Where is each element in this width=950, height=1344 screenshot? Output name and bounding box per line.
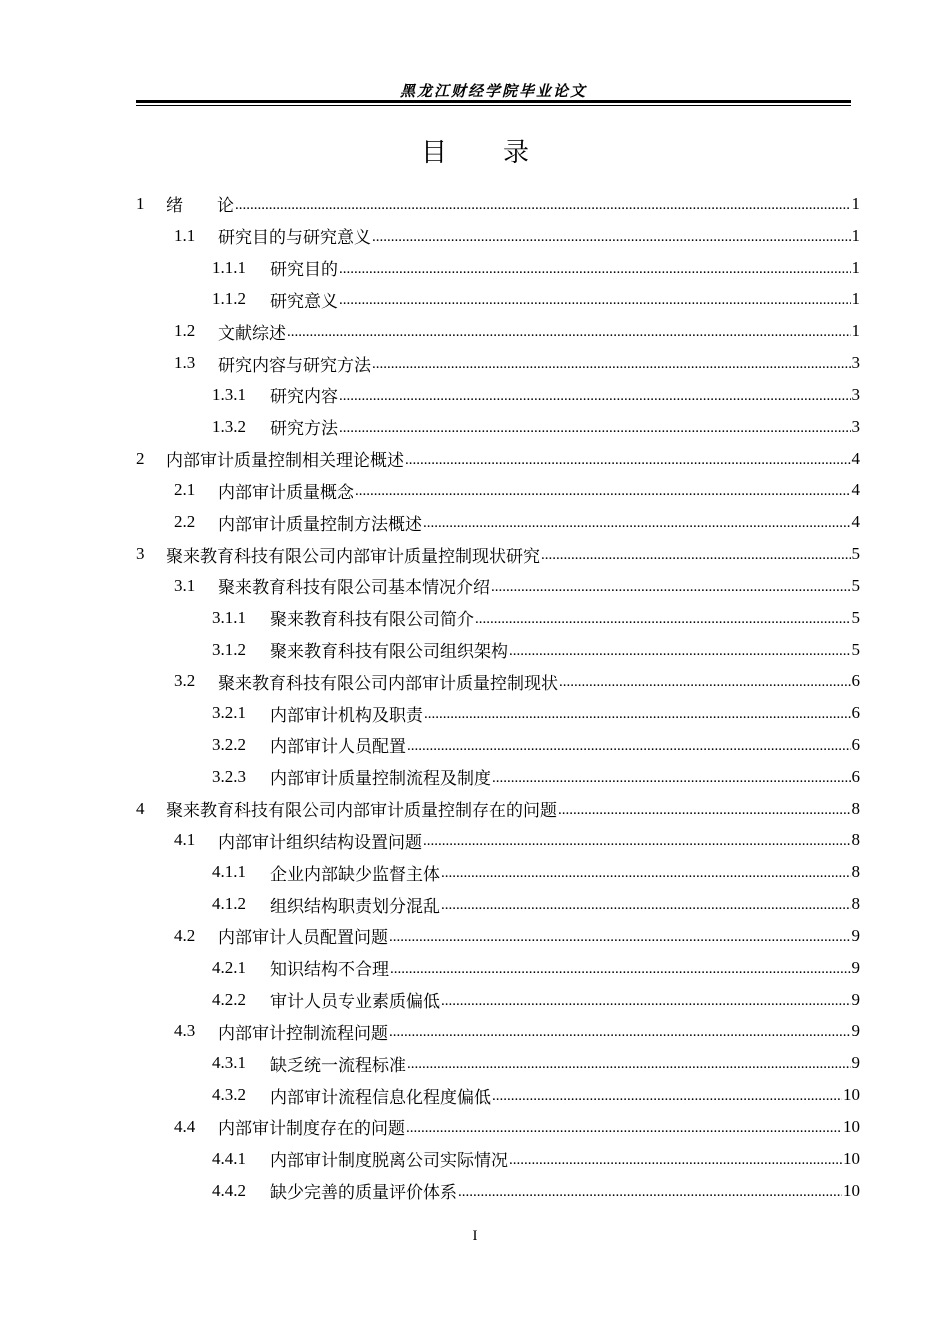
toc-entry[interactable] [136,825,860,857]
toc-entry[interactable] [136,761,860,793]
toc-entry-number: 3.2 [174,671,196,691]
toc-dot-leader [339,289,851,309]
toc-entry-title: 文献综述 [218,323,286,343]
toc-entry-page: 10 [843,1148,860,1168]
toc-entry-title: 内部审计人员配置问题 [218,928,388,948]
toc-dot-leader [441,894,851,914]
toc-entry-page: 10 [843,1180,860,1200]
toc-entry-title: 研究目的 [270,260,338,280]
toc-entry-page: 4 [851,448,860,468]
toc-entry-page: 8 [851,894,860,914]
toc-entry-page: 5 [851,544,860,564]
toc-entry[interactable] [136,1016,860,1048]
toc-entry[interactable] [136,952,860,984]
document-header-title: 黑龙江财经学院毕业论文 [399,82,587,100]
toc-entry[interactable] [136,570,860,602]
toc-entry-page: 6 [851,703,860,723]
toc-entry[interactable] [136,920,860,952]
toc-entry[interactable] [136,315,860,347]
toc-entry[interactable] [136,729,860,761]
toc-entry-number: 2.2 [174,512,196,532]
toc-entry-page: 10 [843,1116,860,1136]
toc-entry[interactable] [136,793,860,825]
toc-entry-number: 3.2.3 [212,766,246,786]
toc-dot-leader [441,862,851,882]
toc-entry[interactable] [136,1079,860,1111]
toc-entry[interactable] [136,506,860,538]
toc-dot-leader [287,321,851,341]
toc-entry-number: 4.1.1 [212,862,246,882]
toc-dot-leader [372,226,851,246]
toc-entry-page: 9 [851,925,860,945]
toc-entry-title: 内部审计质量概念 [218,482,354,502]
toc-dot-leader [423,512,851,532]
toc-dot-leader [339,258,851,278]
toc-entry-title: 组织结构职责划分混乱 [270,896,440,916]
toc-dot-leader [509,1149,842,1169]
toc-entry-title: 企业内部缺少监督主体 [270,864,440,884]
toc-entry-number: 1.1.1 [212,257,246,277]
toc-entry-number: 1.1.2 [212,289,246,309]
toc-dot-leader [509,640,851,660]
toc-entry-title: 绪 论 [166,196,234,216]
toc-entry-title: 研究目的与研究意义 [218,228,371,248]
toc-entry-number: 4.3 [174,1021,196,1041]
toc-entry[interactable] [136,665,860,697]
toc-dot-leader [390,958,851,978]
toc-entry-number: 4.1.2 [212,894,246,914]
toc-entry[interactable] [136,1047,860,1079]
toc-entry-number: 4.4 [174,1116,196,1136]
toc-entry-title: 审计人员专业素质偏低 [270,992,440,1012]
toc-dot-leader [424,703,851,723]
toc-entry-title: 研究意义 [270,291,338,311]
toc-dot-leader [441,990,851,1010]
toc-entry-title: 聚来教育科技有限公司内部审计质量控制现状 [218,673,558,693]
toc-entry-page: 3 [851,384,860,404]
toc-entry-page: 6 [851,766,860,786]
toc-entry-number: 3.2.1 [212,703,246,723]
toc-entry-title: 聚来教育科技有限公司内部审计质量控制存在的问题 [166,801,557,821]
toc-entry[interactable] [136,474,860,506]
toc-entry-title: 聚来教育科技有限公司基本情况介绍 [218,578,490,598]
toc-entry-title: 内部审计机构及职责 [270,705,423,725]
toc-entry-page: 10 [843,1085,860,1105]
toc-entry-title: 内部审计人员配置 [270,737,406,757]
header-rule-thick [136,100,851,103]
toc-dot-leader [541,544,851,564]
toc-entry-number: 3.1.1 [212,607,246,627]
toc-entry-number: 2.1 [174,480,196,500]
toc-entry-number: 3.1.2 [212,639,246,659]
toc-dot-leader [423,830,851,850]
toc-dot-leader [389,1021,851,1041]
toc-entry-number: 3.2.2 [212,734,246,754]
toc-entry-number: 4 [136,798,145,818]
toc-entry[interactable] [136,347,860,379]
toc-entry-page: 4 [851,480,860,500]
toc-entry[interactable] [136,888,860,920]
toc-entry-title: 内部审计质量控制流程及制度 [270,769,491,789]
toc-entry-number: 3.1 [174,575,196,595]
toc-entry[interactable] [136,697,860,729]
toc-entry-page: 5 [851,575,860,595]
toc-entry-page: 9 [851,1053,860,1073]
toc-dot-leader [339,417,851,437]
toc-entry[interactable] [136,379,860,411]
toc-entry[interactable] [136,1143,860,1175]
toc-entry-number: 1 [136,193,145,213]
toc-entry-number: 4.1 [174,830,196,850]
toc-entry-number: 1.3 [174,353,196,373]
toc-entry-title: 内部审计流程信息化程度偏低 [270,1087,491,1107]
toc-title [0,132,950,169]
toc-entry-page: 5 [851,639,860,659]
toc-entry-title: 聚来教育科技有限公司简介 [270,610,474,630]
toc-entry-page: 1 [851,257,860,277]
toc-dot-leader [491,576,851,596]
toc-entry[interactable] [136,1111,860,1143]
toc-entry-page: 1 [851,321,860,341]
toc-entry[interactable] [136,220,860,252]
toc-entry[interactable] [136,634,860,666]
toc-entry[interactable] [136,984,860,1016]
toc-entry[interactable] [136,1175,860,1207]
toc-entry-title: 内部审计控制流程问题 [218,1023,388,1043]
toc-entry[interactable] [136,538,860,570]
toc-entry-title: 内部审计制度脱离公司实际情况 [270,1151,508,1171]
toc-dot-leader [406,1117,842,1137]
toc-entry[interactable] [136,411,860,443]
toc-entry-page: 8 [851,862,860,882]
toc-title-char-1: 目 [420,138,447,168]
toc-entry-page: 1 [851,289,860,309]
toc-dot-leader [405,449,851,469]
toc-dot-leader [475,608,851,628]
toc-entry[interactable] [136,252,860,284]
toc-entry-title: 研究方法 [270,419,338,439]
toc-entry-number: 4.4.1 [212,1148,246,1168]
toc-entry-title: 研究内容 [270,387,338,407]
toc-dot-leader [407,735,851,755]
toc-entry-title: 内部审计制度存在的问题 [218,1119,405,1139]
toc-entry-page: 4 [851,512,860,532]
toc-entry-number: 4.3.1 [212,1053,246,1073]
toc-entry[interactable] [136,283,860,315]
toc-entry-page: 5 [851,607,860,627]
toc-entry-title: 研究内容与研究方法 [218,355,371,375]
toc-dot-leader [389,926,851,946]
toc-entry-number: 1.3.2 [212,416,246,436]
toc-title-char-2: 录 [503,138,530,168]
header-rule-thin [136,105,851,106]
toc-entry-page: 1 [851,193,860,213]
toc-entry-number: 4.3.2 [212,1085,246,1105]
toc-entry-title: 聚来教育科技有限公司组织架构 [270,642,508,661]
toc-entry[interactable] [136,602,860,634]
toc-entry-number: 3 [136,544,145,564]
page-number: I [472,1228,478,1244]
toc-entry-number: 1.1 [174,225,196,245]
toc-entry-title: 内部审计质量控制相关理论概述 [166,451,404,471]
toc-dot-leader [355,480,851,500]
toc-entry-number: 4.2 [174,925,196,945]
toc-entry-page: 9 [851,1021,860,1041]
toc-entry-number: 1.2 [174,321,196,341]
toc-dot-leader [458,1181,842,1201]
toc-entry-page: 6 [851,671,860,691]
toc-entry-title: 内部审计质量控制方法概述 [218,514,422,534]
toc-dot-leader [235,194,851,214]
toc-entry-number: 4.4.2 [212,1180,246,1200]
toc-entry-page: 3 [851,416,860,436]
toc-entry-title: 内部审计组织结构设置问题 [218,832,422,852]
toc-dot-leader [339,385,851,405]
toc-entry-title: 缺乏统一流程标准 [270,1055,406,1075]
toc-entry[interactable] [136,188,860,220]
toc-entry-number: 4.2.1 [212,957,246,977]
toc-entry-page: 1 [851,225,860,245]
toc-entry-page: 8 [851,830,860,850]
toc-entry-page: 9 [851,957,860,977]
toc-entry-title: 聚来教育科技有限公司内部审计质量控制现状研究 [166,546,540,566]
toc-dot-leader [407,1053,851,1073]
toc-entry-number: 2 [136,448,145,468]
toc-entry-page: 8 [851,798,860,818]
toc-dot-leader [492,767,851,787]
table-of-contents [136,188,860,1207]
toc-dot-leader [559,671,851,691]
toc-dot-leader [492,1085,842,1105]
toc-entry-page: 3 [851,353,860,373]
toc-entry[interactable] [136,443,860,475]
toc-entry-title: 缺少完善的质量评价体系 [270,1183,457,1203]
toc-entry-page: 6 [851,734,860,754]
toc-entry-number: 4.2.2 [212,989,246,1009]
toc-entry-title: 知识结构不合理 [270,960,389,980]
toc-entry-page: 9 [851,989,860,1009]
toc-dot-leader [558,799,851,819]
toc-dot-leader [372,353,851,373]
toc-entry[interactable] [136,856,860,888]
toc-entry-number: 1.3.1 [212,384,246,404]
